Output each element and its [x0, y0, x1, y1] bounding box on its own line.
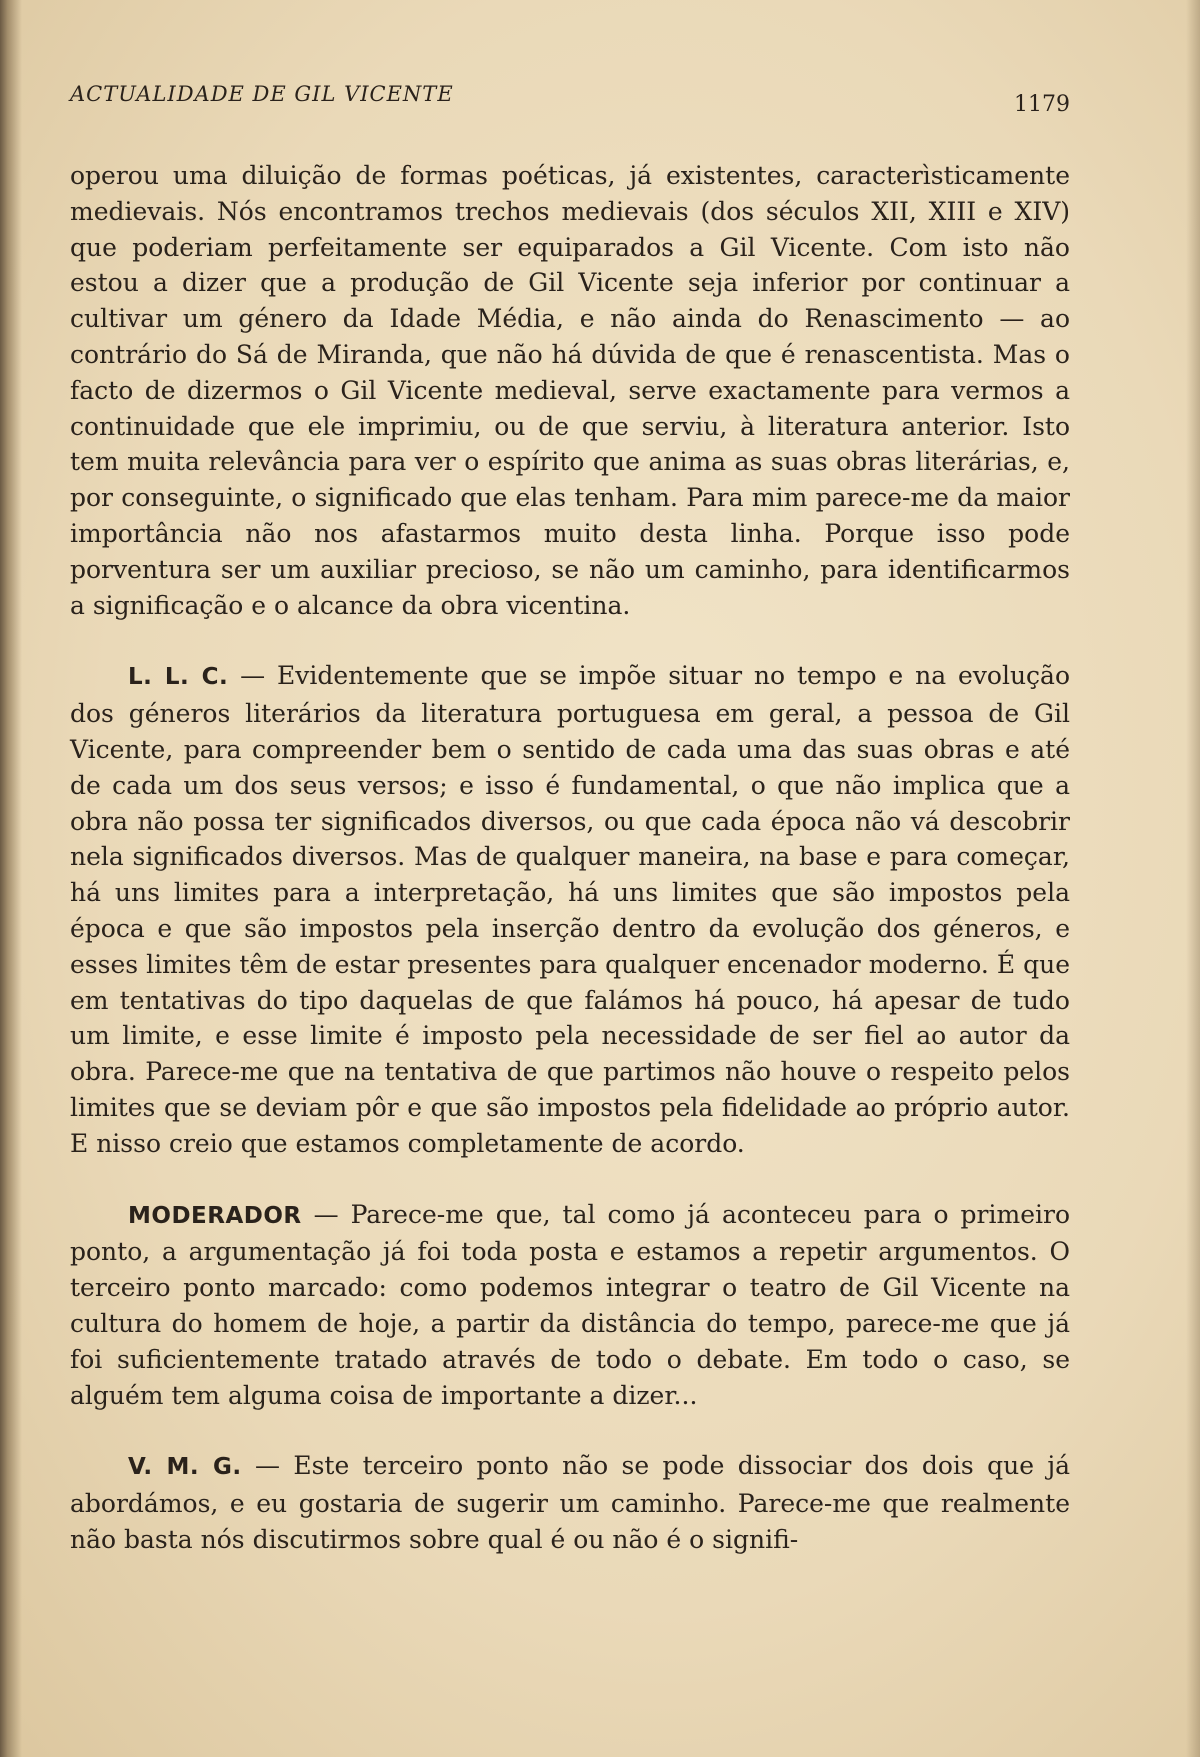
paragraph-llc [70, 658, 1070, 1161]
page-edge-shadow [1186, 0, 1200, 1757]
paragraph-text: operou uma diluição de formas poéticas, já existentes, caracterìsticamente medievais. Nós encontramos trechos medievais (dos séculos XII, XIII e XIV) que poderiam perfeitamente ser equiparados a Gil Vicente. Com isto não estou a dizer que a produção de Gil Vicente seja inferior por continuar a cultivar um género da Idade Média, e não ainda do Renascimento — ao contrário do Sá de Miranda, que não há dúvida de que é renascentista. Mas o facto de dizermos o Gil Vicente medieval, serve exactamente para vermos a continuidade que ele imprimiu, ou de que serviu, à literatura anterior. Isto tem muita relevância para ver o espírito que anima as suas obras literárias, e, por conseguinte, o significado que elas tenham. Para mim parece-me da maior importância não nos afastarmos muito desta linha. Porque isso pode porventura ser um auxiliar precioso, se não um caminho, para identificarmos a significação e o alcance da obra vicentina. [70, 161, 1070, 620]
book-spine-shadow [0, 0, 22, 1757]
paragraph-moderador [70, 1197, 1070, 1414]
paragraph-continuation [70, 158, 1070, 623]
paragraph-text: — Este terceiro ponto não se pode dissociar dos dois que já abordámos, e eu gostaria de sugerir um caminho. Parece-me que realmente não basta nós discutirmos sobre qual é ou não é o signifi- [70, 1451, 1070, 1554]
running-head: ACTUALIDADE DE GIL VICENTE [70, 82, 454, 106]
page-number: 1179 [1014, 92, 1070, 117]
speaker-label: L. L. C. [128, 664, 229, 691]
speaker-label: MODERADOR [128, 1202, 302, 1229]
body-text [70, 158, 1070, 1558]
paragraph-text: — Evidentemente que se impõe situar no tempo e na evolução dos géneros literários da literatura portuguesa em geral, a pessoa de Gil Vicente, para compreender bem o sentido de cada uma das suas obras e até de cada um dos seus versos; e isso é fundamental, o que não implica que a obra não possa ter significados diversos, ou que cada época não vá descobrir nela significados diversos. Mas de qualquer maneira, na base e para começar, há uns limites para a interpretação, há uns limites que são impostos pela época e que são impostos pela inserção dentro da evolução dos géneros, e esses limites têm de estar presentes para qualquer encenador moderno. É que em tentativas do tipo daquelas de que falámos há pouco, há apesar de tudo um limite, e esse limite é imposto pela necessidade de ser fiel ao autor da obra. Parece-me que na tentativa de que partimos não houve o respeito pelos limites que se deviam pôr e que são impostos pela fidelidade ao próprio autor. E nisso creio que estamos completamente de acordo. [70, 661, 1071, 1158]
page-header [70, 82, 1070, 122]
paragraph-vmg [70, 1448, 1070, 1557]
speaker-label: V. M. G. [128, 1454, 242, 1481]
paragraph-text: — Parece-me que, tal como já aconteceu para o primeiro ponto, a argumentação já foi toda posta e estamos a repetir argumentos. O terceiro ponto marcado: como podemos integrar o teatro de Gil Vicente na cultura do homem de hoje, a partir da distância do tempo, parece-me que já foi suficientemente tratado através de todo o debate. Em todo o caso, se alguém tem alguma coisa de importante a dizer... [70, 1199, 1070, 1410]
